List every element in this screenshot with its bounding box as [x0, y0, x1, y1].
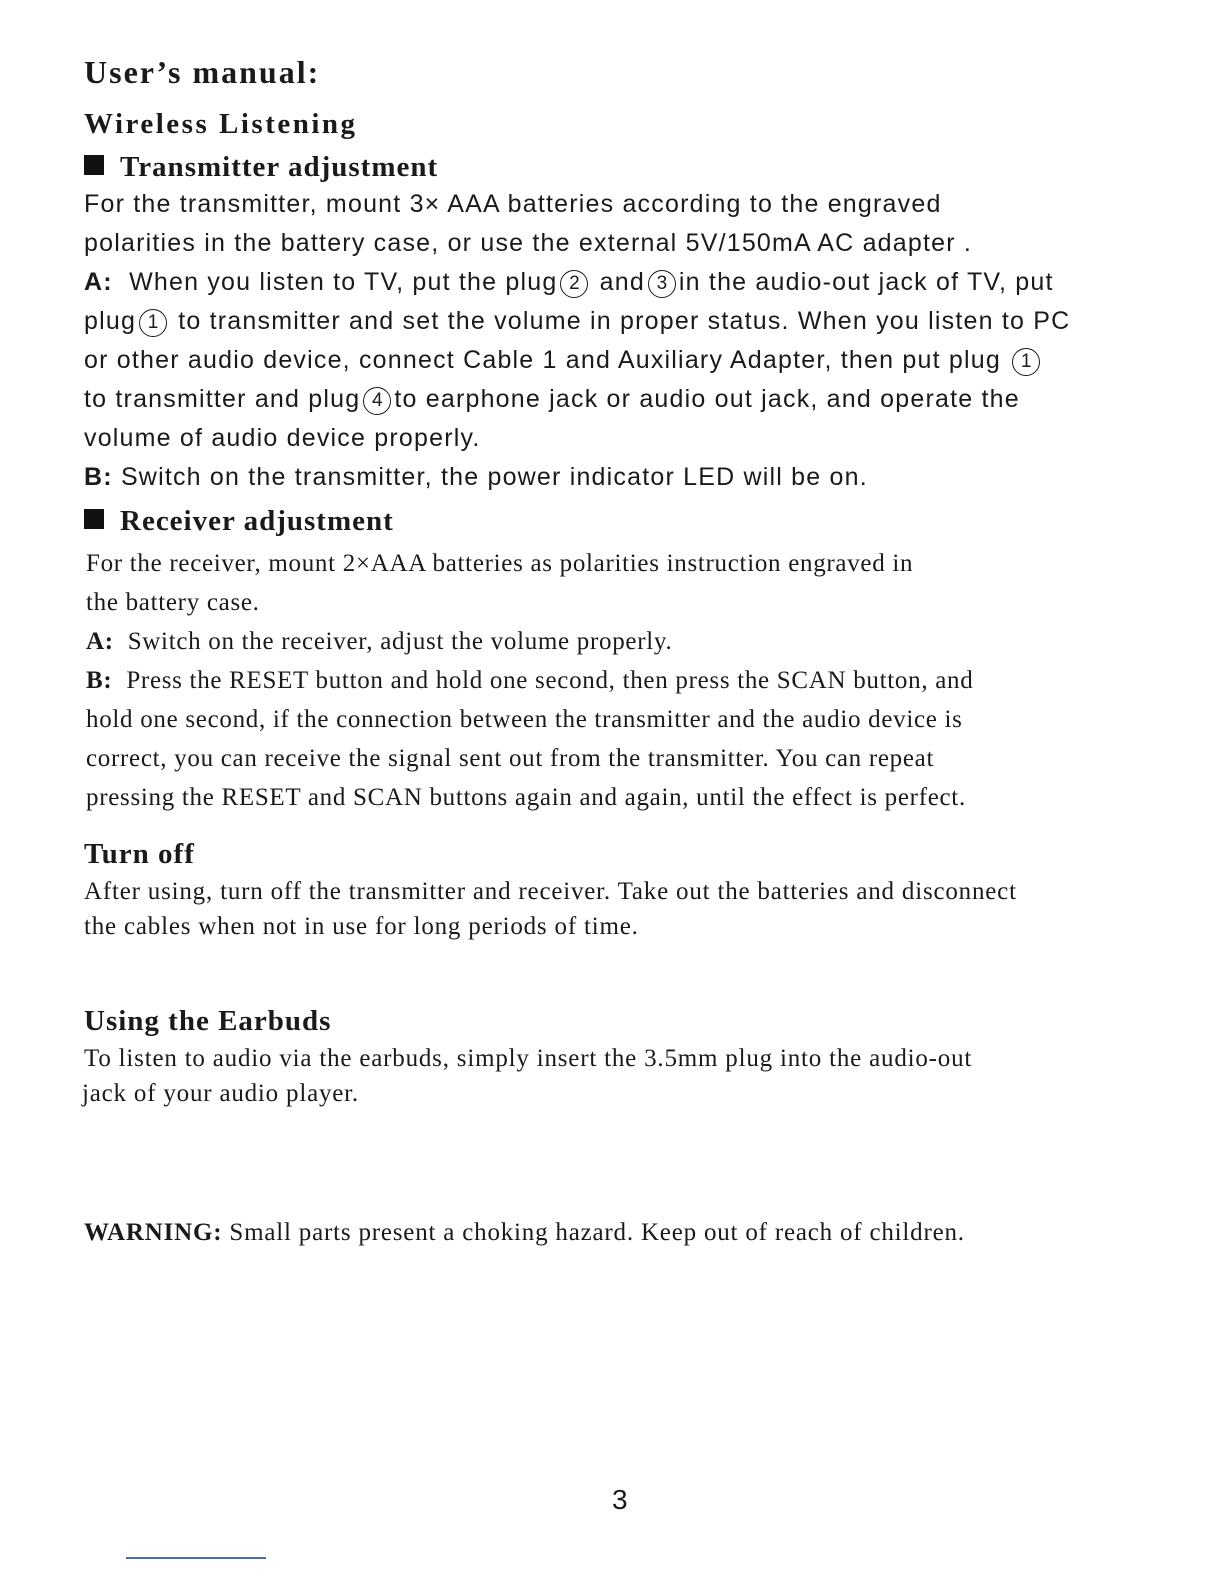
warning-label: WARNING:: [84, 1219, 223, 1246]
step-a-text: to earphone jack or audio out jack, and operate the: [394, 385, 1020, 413]
step-a-text: When you listen to TV, put the plug: [129, 268, 558, 296]
plug-1-icon: 1: [139, 309, 167, 337]
receiver-heading-text: Receiver adjustment: [120, 505, 394, 537]
page-title: User’s manual:: [84, 54, 321, 90]
step-a-text: to transmitter and set the volume in proper status. When you listen to PC: [178, 307, 1071, 335]
plug-1-icon: 1: [1012, 348, 1040, 376]
transmitter-step-a-line: volume of audio device properly.: [84, 424, 481, 452]
step-b-label: B:: [86, 667, 113, 694]
subsection-heading-receiver: [84, 505, 394, 538]
step-b-text: Press the RESET button and hold one second, then press the SCAN button, and: [126, 667, 974, 694]
page-number: 3: [612, 1484, 628, 1515]
transmitter-step-a-line: [84, 268, 1054, 298]
square-bullet-icon: [84, 155, 104, 175]
turn-off-text-line: the cables when not in use for long periods of time.: [84, 913, 639, 940]
step-b-label: B:: [84, 463, 113, 491]
receiver-text-line: For the receiver, mount 2×AAA batteries as polarities instruction engraved in: [86, 550, 914, 577]
receiver-step-a-line: [86, 628, 672, 656]
square-bullet-icon: [84, 509, 104, 529]
transmitter-heading-text: Transmitter adjustment: [120, 151, 439, 183]
transmitter-step-a-line: [84, 307, 1070, 337]
earbuds-text-line: To listen to audio via the earbuds, simply insert the 3.5mm plug into the audio-out: [84, 1045, 973, 1072]
receiver-step-b-line: [86, 667, 973, 695]
transmitter-step-b-line: [84, 463, 868, 492]
plug-4-icon: 4: [363, 387, 391, 415]
subsection-heading-transmitter: [84, 151, 438, 184]
receiver-text-line: the battery case.: [86, 589, 260, 616]
footer-rule: [126, 1557, 266, 1559]
receiver-step-b-line: correct, you can receive the signal sent out from the transmitter. You can repeat: [86, 745, 935, 772]
plug-3-icon: 3: [648, 270, 676, 298]
turn-off-text-line: After using, turn off the transmitter and receiver. Take out the batteries and disconnect: [84, 878, 1017, 905]
warning-text: Small parts present a choking hazard. Keep out of reach of children.: [229, 1219, 965, 1246]
transmitter-text-line: polarities in the battery case, or use the external 5V/150mA AC adapter .: [84, 229, 973, 257]
warning-line: [84, 1219, 965, 1247]
step-b-text: Switch on the transmitter, the power indicator LED will be on.: [120, 463, 868, 491]
receiver-step-b-line: pressing the RESET and SCAN buttons again and again, until the effect is perfect.: [86, 784, 966, 811]
step-a-label: A:: [84, 268, 113, 296]
receiver-step-b-line: hold one second, if the connection between the transmitter and the audio device is: [86, 706, 963, 733]
step-a-text: and: [599, 268, 645, 296]
step-a-text: Switch on the receiver, adjust the volume properly.: [127, 628, 673, 655]
step-a-text: or other audio device, connect Cable 1 and Auxiliary Adapter, then put plug: [84, 346, 1001, 374]
section-heading-wireless: Wireless Listening: [84, 108, 358, 140]
earbuds-text-line: jack of your audio player.: [82, 1080, 359, 1107]
transmitter-step-a-line: [84, 346, 1043, 376]
transmitter-text-line: For the transmitter, mount 3× AAA batteries according to the engraved: [84, 190, 942, 218]
section-heading-turn-off: Turn off: [84, 838, 195, 870]
transmitter-step-a-line: [84, 385, 1020, 415]
step-a-text: to transmitter and plug: [84, 385, 361, 413]
step-a-text: plug: [84, 307, 137, 335]
plug-2-icon: 2: [560, 270, 588, 298]
step-a-text: in the audio-out jack of TV, put: [678, 268, 1054, 296]
section-heading-earbuds: Using the Earbuds: [84, 1005, 332, 1037]
step-a-label: A:: [86, 628, 114, 655]
